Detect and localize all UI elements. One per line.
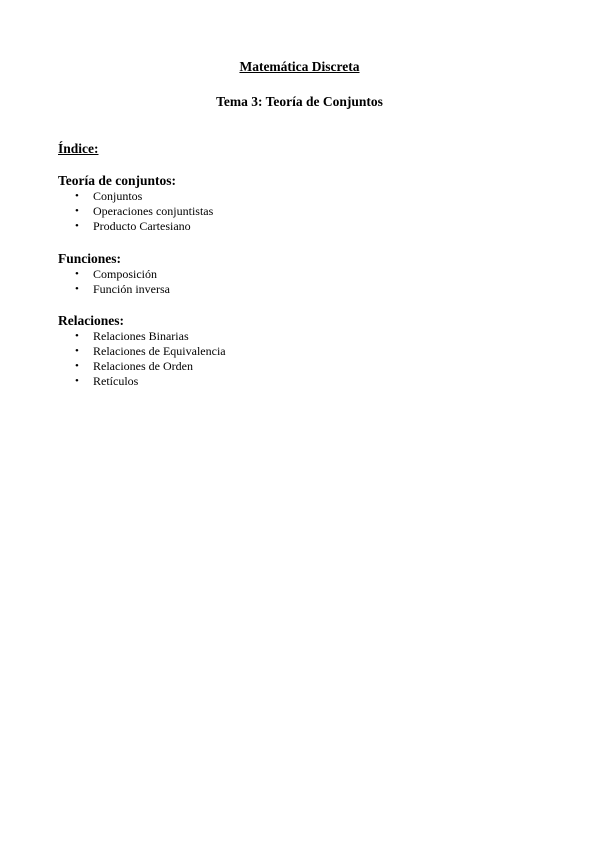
section-heading: Funciones: — [58, 251, 122, 266]
list-item — [58, 219, 538, 234]
document-title: Matemática Discreta — [239, 59, 360, 74]
list-item-label: Relaciones Binarias — [93, 329, 189, 343]
list-item-label: Producto Cartesiano — [93, 219, 191, 233]
section-list — [58, 329, 538, 389]
list-item — [58, 359, 538, 374]
section-heading: Teoría de conjuntos: — [58, 173, 177, 188]
bullet-icon: • — [75, 190, 79, 202]
bullet-icon: • — [75, 375, 79, 387]
list-item — [58, 329, 538, 344]
list-item — [58, 344, 538, 359]
list-item — [58, 267, 538, 282]
bullet-icon: • — [75, 205, 79, 217]
list-item — [58, 189, 538, 204]
list-item — [58, 204, 538, 219]
document-subtitle: Tema 3: Teoría de Conjuntos — [216, 94, 383, 109]
section-list — [58, 189, 538, 234]
section-heading: Relaciones: — [58, 313, 124, 328]
bullet-icon: • — [75, 345, 79, 357]
bullet-icon: • — [75, 360, 79, 372]
section-list — [58, 267, 538, 297]
list-item — [58, 374, 538, 389]
list-item-label: Relaciones de Equivalencia — [93, 344, 226, 358]
list-item-label: Función inversa — [93, 282, 170, 296]
list-item-label: Composición — [93, 267, 158, 281]
list-item-label: Relaciones de Orden — [93, 359, 193, 373]
list-item-label: Retículos — [93, 374, 139, 388]
index-heading: Índice: — [58, 141, 99, 156]
section-teoria-de-conjuntos — [58, 172, 538, 234]
list-item-label: Conjuntos — [93, 189, 143, 203]
bullet-icon: • — [75, 330, 79, 342]
section-relaciones — [58, 312, 538, 389]
section-funciones — [58, 250, 538, 297]
bullet-icon: • — [75, 283, 79, 295]
list-item-label: Operaciones conjuntistas — [93, 204, 214, 218]
list-item — [58, 282, 538, 297]
bullet-icon: • — [75, 268, 79, 280]
bullet-icon: • — [75, 220, 79, 232]
